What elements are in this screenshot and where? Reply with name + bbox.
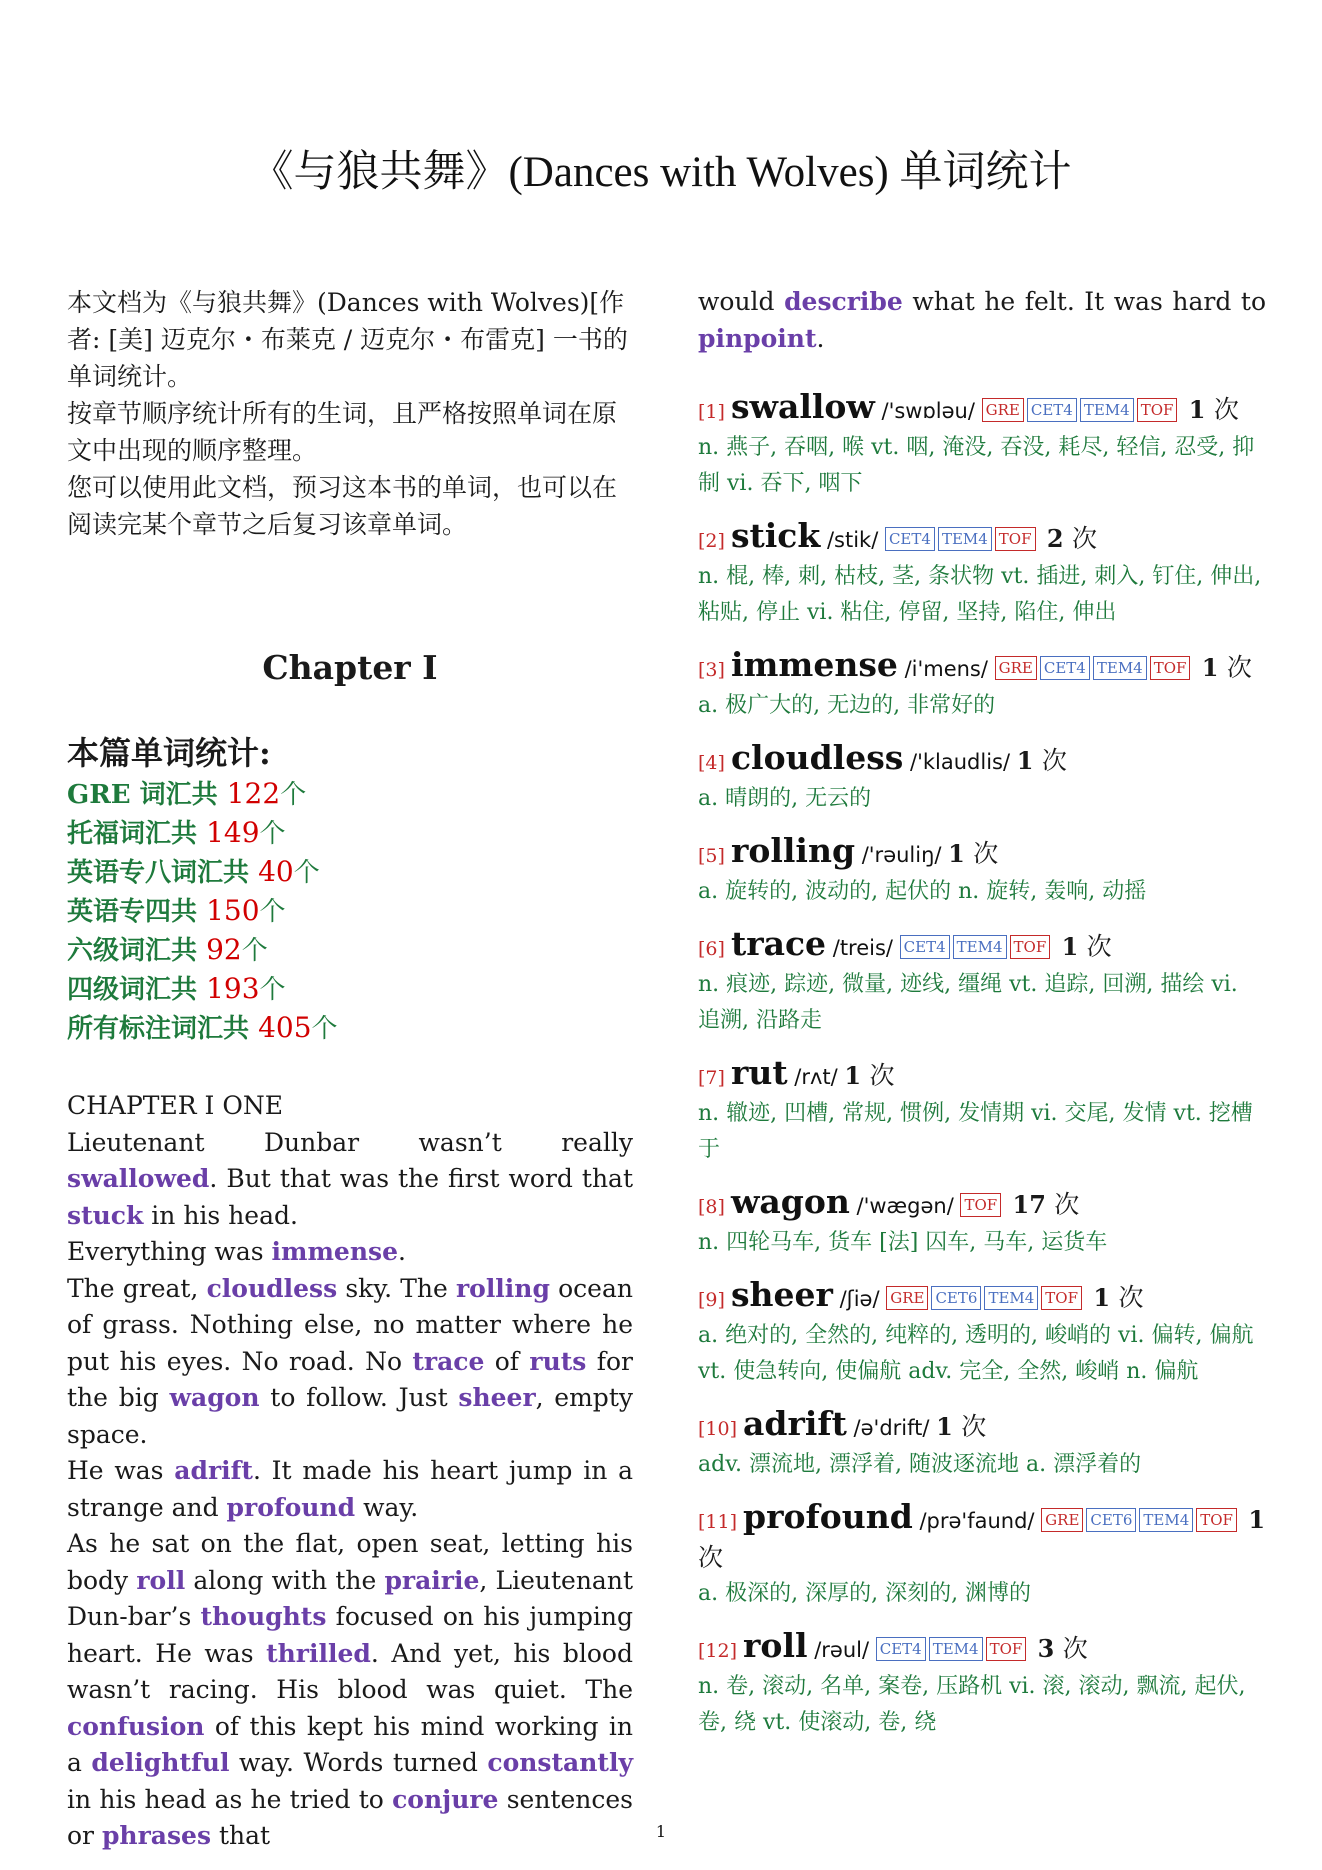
vocab-tag-cet4: CET4 (1027, 398, 1077, 422)
vocab-times: 次 (869, 1061, 895, 1090)
chapter-line: CHAPTER I ONE (67, 1091, 283, 1120)
vocab-definition: a. 极广大的, 无边的, 非常好的 (698, 693, 996, 718)
vocab-count: 2 (1038, 524, 1072, 553)
vocab-definition: n. 燕子, 吞咽, 喉 vt. 咽, 淹没, 吞没, 耗尽, 轻信, 忍受, 抑制 vi. 吞下, 咽下 (698, 435, 1255, 496)
highlighted-word: wagon (169, 1383, 260, 1412)
vocab-tag-cet4: CET4 (885, 527, 935, 551)
vocab-index: [6] (698, 938, 731, 960)
vocab-entry (698, 1055, 1266, 1168)
vocab-entry-head (698, 926, 1266, 967)
vocab-tag-tof: TOF (960, 1193, 1001, 1217)
vocab-count: 1 (844, 1061, 870, 1090)
vocab-index: [7] (698, 1067, 731, 1089)
story-paragraph (67, 1453, 633, 1526)
highlighted-word: swallowed (67, 1164, 210, 1193)
vocab-word: sheer (730, 1275, 833, 1314)
text-run: . But that was the first word that (209, 1164, 633, 1193)
vocab-tag-tem4: TEM4 (1093, 656, 1147, 680)
stats-label: 四级词汇共 (67, 975, 207, 1005)
vocab-index: [3] (698, 659, 731, 681)
text-run: As he sat on the flat, open seat, letting his body (67, 1529, 633, 1595)
text-run: for the big (67, 1346, 633, 1412)
highlighted-word: confusion (67, 1711, 205, 1741)
text-run: . (398, 1237, 406, 1266)
vocab-tag-gre: GRE (995, 656, 1037, 680)
vocab-times: 次 (973, 839, 999, 868)
vocab-count: 1 (1180, 395, 1214, 424)
highlighted-word: stuck (67, 1200, 144, 1230)
page-title: 《与狼共舞》(Dances with Wolves) 单词统计 (250, 149, 1072, 196)
highlighted-word: delightful (91, 1748, 230, 1777)
story-continuation (698, 284, 1266, 357)
stats-unit: 个 (259, 897, 286, 927)
vocab-entry-head (698, 1277, 1266, 1318)
vocab-index: [2] (698, 530, 731, 552)
highlighted-word: ruts (529, 1346, 587, 1376)
vocab-entry (698, 740, 1266, 817)
page-number: 1 (655, 1822, 667, 1841)
vocab-index: [10] (698, 1418, 744, 1440)
text-run: along with the (185, 1565, 385, 1595)
vocab-index: [8] (698, 1196, 731, 1218)
vocab-word: trace (730, 924, 827, 963)
vocab-entry-head (698, 1499, 1266, 1576)
text-run: way. Words turned (229, 1748, 488, 1777)
text-run: way. (355, 1492, 419, 1522)
highlighted-word: rolling (455, 1273, 550, 1303)
chapter-heading: Chapter I (262, 648, 438, 687)
highlighted-word: thrilled (266, 1638, 371, 1668)
text-run: what he felt. It was hard to (902, 287, 1266, 316)
text-run: He was (67, 1456, 175, 1485)
vocab-tag-tem4: TEM4 (984, 1286, 1038, 1310)
word-stats (67, 731, 633, 1048)
stats-count: 149 (206, 816, 260, 849)
vocab-entry-head (698, 740, 1266, 781)
vocab-entry-head (698, 1628, 1266, 1669)
vocab-word: roll (743, 1626, 808, 1665)
stats-unit: 个 (280, 780, 307, 810)
vocab-index: [11] (698, 1511, 744, 1533)
highlighted-word: conjure (392, 1784, 499, 1814)
text-run: of this kept his mind working in a (67, 1711, 633, 1777)
stats-label: 六级词汇共 (67, 936, 207, 966)
stats-row (67, 775, 633, 814)
stats-unit: 个 (259, 819, 286, 849)
vocab-tag-tem4: TEM4 (929, 1637, 983, 1661)
story-paragraph (67, 1234, 633, 1271)
story-text (67, 1125, 633, 1855)
vocab-entry (698, 518, 1266, 631)
vocab-phonetic: /treis/ (826, 936, 900, 960)
vocab-times: 次 (1086, 932, 1112, 961)
vocab-entry (698, 926, 1266, 1039)
vocab-entry-head (698, 1055, 1266, 1096)
vocab-definition: n. 棍, 棒, 刺, 枯枝, 茎, 条状物 vt. 插进, 刺入, 钉住, 伸出, 粘贴, 停止 vi. 粘住, 停留, 坚持, 陷住, 伸出 (698, 564, 1262, 625)
vocab-times: 次 (1213, 395, 1239, 424)
text-run: ocean of grass. Nothing else, no matter where he put his eyes. No road. No (67, 1273, 633, 1376)
stats-row (67, 853, 633, 892)
vocab-times: 次 (1118, 1283, 1144, 1312)
vocab-count: 17 (1004, 1190, 1055, 1219)
vocab-word: rut (730, 1053, 788, 1092)
vocab-times: 次 (1226, 653, 1252, 682)
vocab-times: 次 (1041, 746, 1067, 775)
stats-count: 122 (226, 777, 281, 810)
vocab-tag-cet6: CET6 (931, 1286, 981, 1310)
vocab-entry-head (698, 1406, 1266, 1447)
vocab-word: rolling (730, 831, 856, 870)
vocab-phonetic: /'wægən/ (849, 1194, 961, 1218)
text-run: , Lieutenant Dun-bar’s (67, 1565, 633, 1631)
stats-label: 托福词汇共 (67, 819, 207, 849)
highlighted-word: immense (271, 1237, 398, 1266)
vocab-tag-tof: TOF (1137, 398, 1178, 422)
vocab-tag-tof: TOF (986, 1637, 1027, 1661)
vocab-phonetic: /ə'drift/ (846, 1416, 937, 1440)
vocab-count: 1 (1053, 932, 1087, 961)
vocab-entry-head (698, 833, 1266, 874)
vocab-index: [9] (698, 1289, 731, 1311)
stats-row (67, 970, 633, 1009)
vocab-tag-tof: TOF (1041, 1286, 1082, 1310)
vocab-tag-cet4: CET4 (900, 935, 950, 959)
text-run: in his head as he tried to (67, 1784, 393, 1814)
vocab-phonetic: /ʃiə/ (832, 1287, 887, 1311)
vocab-tag-tof: TOF (995, 527, 1036, 551)
vocab-definition: n. 卷, 滚动, 名单, 案卷, 压路机 vi. 滚, 滚动, 飘流, 起伏, 卷, 绕 vt. 使滚动, 卷, 绕 (698, 1674, 1246, 1735)
vocab-entry-head (698, 518, 1266, 559)
highlighted-word: phrases (101, 1821, 212, 1850)
text-run: Everything was (67, 1237, 272, 1266)
vocab-entry (698, 1184, 1266, 1261)
vocab-word: swallow (730, 387, 875, 426)
highlighted-word: prairie (384, 1565, 480, 1595)
vocab-times: 次 (1054, 1190, 1080, 1219)
text-run: sky. The (337, 1273, 456, 1303)
text-run: in his head. (143, 1200, 298, 1230)
stats-label: GRE 词汇共 (67, 780, 227, 810)
vocab-count: 1 (948, 839, 974, 868)
vocab-entry (698, 647, 1266, 724)
vocab-tag-tof: TOF (1150, 656, 1191, 680)
vocab-index: [5] (698, 845, 731, 867)
vocab-phonetic: /'swɒləu/ (874, 399, 982, 423)
vocab-tag-gre: GRE (982, 398, 1024, 422)
text-run: would (698, 287, 785, 316)
vocab-count: 1 (1193, 653, 1227, 682)
vocab-tag-cet4: CET4 (1040, 656, 1090, 680)
vocab-times: 次 (961, 1412, 987, 1441)
text-run: . And yet, his blood wasn’t racing. His blood was quiet. The (67, 1638, 633, 1704)
vocab-tag-gre: GRE (1041, 1508, 1083, 1532)
vocab-count: 3 (1029, 1634, 1063, 1663)
stats-unit: 个 (293, 858, 320, 888)
story-paragraph (67, 1125, 633, 1235)
stats-count: 193 (206, 972, 260, 1005)
vocab-phonetic: /prə'faund/ (912, 1509, 1042, 1533)
vocab-tag-cet4: CET4 (876, 1637, 926, 1661)
vocab-word: stick (730, 516, 821, 555)
text-run: of (484, 1346, 530, 1376)
stats-count: 40 (258, 855, 294, 888)
stats-row (67, 931, 633, 970)
vocab-phonetic: /rəul/ (807, 1638, 876, 1662)
vocab-count: 1 (1085, 1283, 1119, 1312)
vocab-tag-tem4: TEM4 (1080, 398, 1134, 422)
highlighted-word: profound (226, 1492, 356, 1522)
vocab-definition: n. 四轮马车, 货车 [法] 囚车, 马车, 运货车 (698, 1230, 1108, 1255)
stats-row (67, 1009, 633, 1048)
vocab-list (698, 389, 1266, 1741)
vocab-entry (698, 1499, 1266, 1612)
vocab-definition: n. 辙迹, 凹槽, 常规, 惯例, 发情期 vi. 交尾, 发情 vt. 挖槽于 (698, 1101, 1253, 1162)
text-run: that (211, 1821, 271, 1850)
vocab-count: 1 (1239, 1505, 1266, 1534)
vocab-definition: a. 旋转的, 波动的, 起伏的 n. 旋转, 轰响, 动摇 (698, 879, 1147, 904)
vocab-entry-head (698, 647, 1266, 688)
stats-label: 英语专八词汇共 (67, 858, 259, 888)
vocab-index: [4] (698, 752, 731, 774)
stats-label: 所有标注词汇共 (67, 1014, 259, 1044)
stats-heading: 本篇单词统计: (67, 734, 271, 772)
vocab-word: cloudless (730, 738, 904, 777)
highlighted-word: sheer (458, 1383, 536, 1412)
vocab-definition: adv. 漂流地, 漂浮着, 随波逐流地 a. 漂浮着的 (698, 1452, 1142, 1477)
vocab-phonetic: /'rəuliŋ/ (855, 843, 949, 867)
stats-row (67, 892, 633, 931)
text-run: . (816, 323, 825, 353)
vocab-phonetic: /'klaudlis/ (903, 750, 1017, 774)
vocab-definition: n. 痕迹, 踪迹, 微量, 迹线, 缰绳 vt. 追踪, 回溯, 描绘 vi. 追溯, 沿路走 (698, 972, 1238, 1033)
text-run: focused on his jumping heart. He was (67, 1602, 634, 1668)
vocab-entry (698, 1277, 1266, 1390)
intro-paragraph: 本文档为《与狼共舞》(Dances with Wolves)[作者: [美] 迈克尔・布莱克 / 迈克尔・布雷克] 一书的单词统计。 (67, 288, 628, 391)
vocab-word: profound (743, 1497, 913, 1536)
vocab-entry (698, 1406, 1266, 1483)
vocab-entry (698, 389, 1266, 502)
vocab-entry (698, 833, 1266, 910)
vocab-count: 1 (1016, 746, 1042, 775)
stats-unit: 个 (259, 975, 286, 1005)
vocab-times: 次 (1071, 524, 1097, 553)
text-run: Lieutenant Dunbar wasn’t really (67, 1127, 633, 1157)
intro-paragraph: 您可以使用此文档，预习这本书的单词，也可以在阅读完某个章节之后复习该章单词。 (67, 473, 618, 539)
right-column (698, 284, 1266, 1757)
intro (67, 284, 633, 543)
highlighted-word: pinpoint (698, 323, 817, 353)
stats-unit: 个 (311, 1014, 338, 1044)
vocab-tag-gre: GRE (886, 1286, 928, 1310)
stats-count: 405 (258, 1011, 312, 1044)
vocab-phonetic: /rʌt/ (787, 1065, 845, 1089)
vocab-tag-tem4: TEM4 (953, 935, 1007, 959)
highlighted-word: adrift (174, 1456, 253, 1485)
highlighted-word: thoughts (200, 1602, 327, 1631)
text-run: , empty space. (67, 1383, 633, 1449)
highlighted-word: constantly (487, 1748, 633, 1777)
vocab-index: [1] (698, 401, 731, 423)
highlighted-word: cloudless (206, 1273, 338, 1303)
vocab-entry-head (698, 389, 1266, 430)
vocab-tag-tem4: TEM4 (938, 527, 992, 551)
stats-row (67, 814, 633, 853)
stats-count: 92 (206, 933, 242, 966)
vocab-tag-tof: TOF (1010, 935, 1051, 959)
vocab-phonetic: /stik/ (820, 528, 885, 552)
story-paragraph (67, 1526, 633, 1855)
vocab-definition: a. 绝对的, 全然的, 纯粹的, 透明的, 峻峭的 vi. 偏转, 偏航 vt. 使急转向, 使偏航 adv. 完全, 全然, 峻峭 n. 偏航 (698, 1323, 1254, 1384)
vocab-tag-tem4: TEM4 (1139, 1508, 1193, 1532)
highlighted-word: roll (136, 1565, 186, 1595)
stats-count: 150 (206, 894, 260, 927)
vocab-entry-head (698, 1184, 1266, 1225)
text-run: The great, (67, 1273, 207, 1303)
stats-label: 英语专四共 (67, 897, 207, 927)
story-paragraph (67, 1271, 633, 1454)
highlighted-word: describe (784, 287, 903, 316)
vocab-times: 次 (1062, 1634, 1088, 1663)
vocab-word: immense (730, 645, 898, 684)
text-run: sentences or (67, 1784, 633, 1850)
vocab-definition: a. 极深的, 深厚的, 深刻的, 渊博的 (698, 1581, 1032, 1606)
left-column (67, 284, 633, 1855)
vocab-definition: a. 晴朗的, 无云的 (698, 786, 872, 811)
vocab-entry (698, 1628, 1266, 1741)
stats-unit: 个 (241, 936, 268, 966)
intro-paragraph: 按章节顺序统计所有的生词，且严格按照单词在原文中出现的顺序整理。 (67, 399, 618, 465)
vocab-count: 1 (936, 1412, 962, 1441)
highlighted-word: trace (412, 1346, 485, 1376)
text-run: . It made his heart jump in a strange and (67, 1456, 633, 1522)
vocab-times: 次 (698, 1543, 724, 1572)
vocab-tag-cet6: CET6 (1086, 1508, 1136, 1532)
vocab-phonetic: /i'mens/ (897, 657, 995, 681)
vocab-tag-tof: TOF (1196, 1508, 1237, 1532)
vocab-word: wagon (730, 1182, 850, 1221)
vocab-word: adrift (743, 1404, 847, 1443)
text-run: to follow. Just (259, 1383, 459, 1412)
vocab-index: [12] (698, 1640, 744, 1662)
